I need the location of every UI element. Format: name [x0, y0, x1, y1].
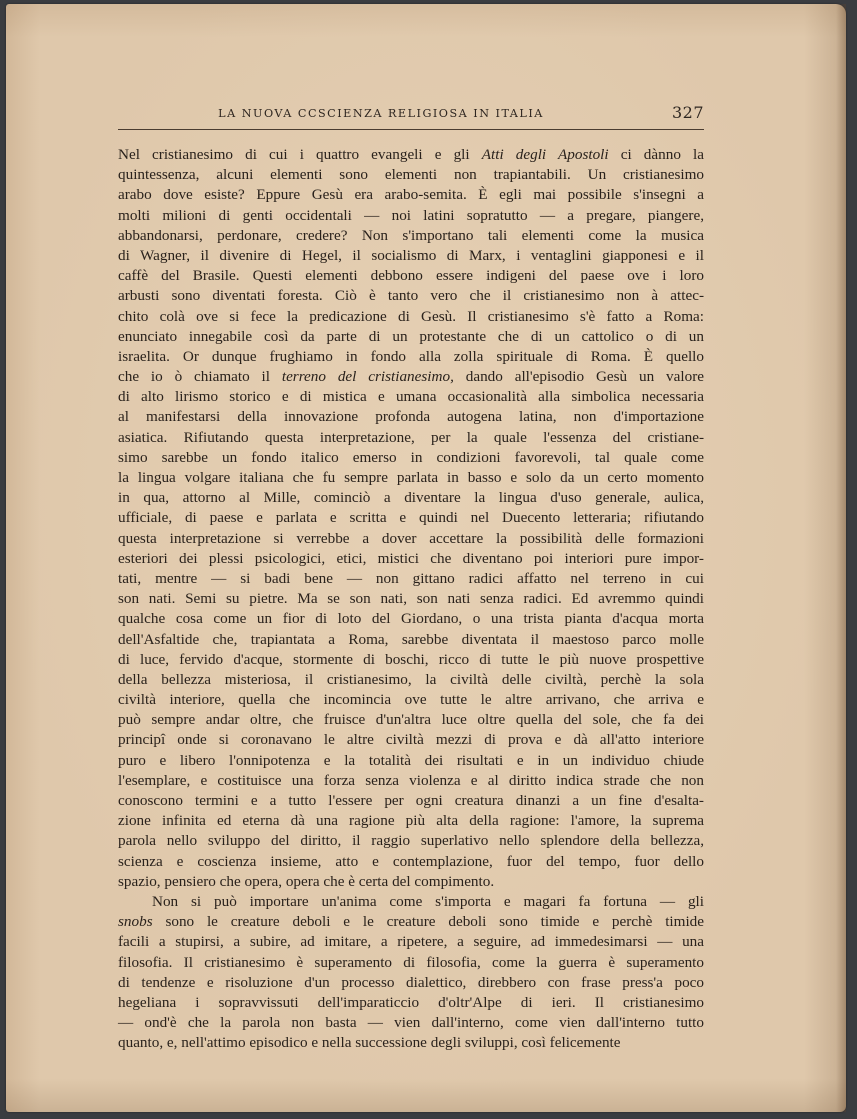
line-segment: quanto, e, nell'attimo episodico e nella successione degli sviluppi, così felicemente [118, 1034, 621, 1052]
line-segment: ci dànno la [608, 146, 704, 163]
text-line [118, 206, 704, 226]
line-segment: dando all'episodio Gesù un valore [453, 368, 704, 386]
line-segment: parola nello sviluppo del diritto, il raggio superlativo nello splendore della bellezza, [118, 832, 704, 850]
text-line [118, 488, 704, 508]
line-segment: hegeliana i sopravvissuti dell'imparaticcio d'oltr'Alpe di ieri. Il cristianesimo [118, 993, 704, 1011]
line-segment: può sempre andar oltre, che fruisce d'un'altra luce oltre quella del sole, che fa dei [118, 711, 704, 729]
line-segment: puro e libero l'onnipotenza e la totalità dei risultati e in un individuo chiude [118, 751, 704, 769]
running-title: LA NUOVA CCSCIENZA RELIGIOSA IN ITALIA [218, 107, 544, 120]
line-segment: di tendenze e risoluzione d'un processo dialettico, direbbero con frase press'a poco [118, 973, 704, 991]
line-segment: spazio, pensiero che opera, opera che è certa del compimento. [118, 872, 495, 890]
line-segment: facili a stupirsi, a subire, ad imitare, a ripetere, a seguire, ad immedesimarsi — una [118, 933, 704, 951]
text-line [118, 407, 704, 427]
text-line [118, 932, 704, 952]
text-line [118, 953, 704, 973]
text-line [118, 246, 704, 266]
text-line [118, 730, 704, 750]
line-segment: zione infinita ed eterna dà una ragione più alta della ragione: l'amore, la suprema [118, 812, 704, 830]
text-line [118, 347, 704, 367]
text-line [118, 650, 704, 670]
line-segment: molti milioni di genti occidentali — noi latini sopratutto — a pregare, piangere, [118, 206, 704, 224]
line-segment: quintessenza, alcuni elementi sono elementi non trapiantabili. Un cristianesimo [118, 166, 704, 184]
text-line [118, 266, 704, 286]
text-line [118, 1033, 704, 1053]
line-segment: civiltà interiore, quella che incomincia ove tutte le altre arrivano, che arriva e [118, 691, 704, 709]
text-line [118, 993, 704, 1013]
text-line [118, 811, 704, 831]
line-segment: della bellezza misteriosa, il cristianesimo, la civiltà delle civiltà, perchè la sola [118, 670, 704, 688]
text-line [118, 609, 704, 629]
text-line [118, 387, 704, 407]
line-segment: qualche cosa come un fior di loto del Giordano, o una trista pianta d'acqua morta [118, 610, 704, 628]
text-line [118, 831, 704, 851]
line-segment: arabo dove esiste? Eppure Gesù era arabo-semita. È egli mai possibile s'insegni a [118, 186, 704, 204]
line-segment: Nel cristianesimo di cui i quattro evangeli e gli [118, 146, 482, 163]
line-segment: — ond'è che la parola non basta — vien dall'interno, come vien dall'interno tutto [118, 1014, 704, 1032]
line-segment: in qua, attorno al Mille, cominciò a diventare la lingua d'uso generale, aulica, [118, 489, 704, 507]
italic-phrase: snobs [118, 913, 153, 931]
line-segment: Non si può importare un'anima come s'importa e magari fa fortuna — gli [152, 892, 704, 910]
text-line [118, 529, 704, 549]
line-segment: dell'Asfaltide che, trapiantata a Roma, sarebbe diventata il maestoso parco molle [118, 630, 704, 648]
running-header [118, 99, 704, 130]
line-segment: tati, mentre — si badi bene — non gittano radici affatto nel terreno in cui [118, 569, 704, 587]
text-line [118, 690, 704, 710]
line-segment: chito colà ove si fece la predicazione di Gesù. Il cristianesimo s'è fatto a Roma: [118, 307, 704, 325]
line-segment: filosofia. Il cristianesimo è superamento di filosofia, come la guerra è superamento [118, 953, 704, 971]
line-segment: di luce, fervido d'acque, stormente di boschi, ricco di tutte le più nuove prospettive [118, 650, 704, 668]
text-line [118, 912, 704, 932]
text-line [118, 872, 704, 892]
text-line [118, 307, 704, 327]
line-segment: abbandonarsi, perdonare, credere? Non s'importano tali elementi come la musica [118, 226, 704, 244]
text-line [118, 549, 704, 569]
line-segment: arbusti sono diventati foresta. Ciò è tanto vero che il cristianesimo non à attec- [118, 287, 704, 305]
line-segment: simo sarebbe un fondo italico emerso in condizioni favorevoli, tal quale come [118, 448, 704, 466]
line-segment: la lingua volgare italiana che fu sempre parlata in basso e solo da un certo momento [118, 469, 704, 486]
line-segment: asiatica. Rifiutando questa interpretazione, per la quale l'essenza del cristiane- [118, 428, 704, 446]
text-line [118, 327, 704, 347]
text-line [118, 1013, 704, 1033]
line-segment: che io ò chiamato il [118, 368, 282, 386]
book-page [6, 4, 846, 1112]
line-segment: al manifestarsi della innovazione profonda autogena latina, non d'importazione [118, 408, 704, 426]
text-line [118, 973, 704, 993]
line-segment: questa interpretazione si verrebbe a dover accettare la possibilità delle formazioni [118, 529, 704, 547]
text-line [118, 892, 704, 912]
text-line [118, 286, 704, 306]
line-segment: principî onde si coronavano le altre civiltà mezzi di prova e dà all'atto interiore [118, 731, 704, 749]
text-line [118, 367, 704, 387]
page-number: 327 [671, 103, 704, 122]
line-segment: conoscono termini e a tutto l'essere per ogni creatura dinanzi a un fine d'esalta- [118, 792, 704, 809]
text-line [118, 771, 704, 791]
text-line [118, 448, 704, 468]
line-segment: scienza e coscienza insieme, atto e contemplazione, fuor del tempo, fuor dello [118, 852, 704, 870]
line-segment: di Wagner, il divenire di Hegel, il socialismo di Marx, i ventaglini giapponesi e il [118, 246, 704, 264]
line-segment: son nati. Semi su pietre. Ma se son nati, son nati senza radici. Ed avremmo quindi [118, 590, 704, 608]
line-segment: l'esemplare, e costituisce una forza senza violenza e al diritto indica strade che non [118, 771, 704, 789]
text-line [118, 468, 704, 488]
text-line [118, 226, 704, 246]
text-line [118, 630, 704, 650]
text-line [118, 710, 704, 730]
line-segment: sono le creature deboli e le creature deboli sono timide e perchè timide [152, 913, 704, 931]
italic-phrase: terreno del cristianesimo, [281, 368, 454, 386]
line-segment: caffè del Brasile. Questi elementi debbono essere indigeni del paese ove i loro [118, 267, 704, 285]
text-line [118, 165, 704, 185]
line-segment: enunciato innegabile così da parte di un protestante che di un cattolico o di un [118, 327, 704, 345]
line-segment: di alto lirismo storico e di mistica e umana occasionalità alla simbolica necessaria [118, 388, 704, 406]
text-line [118, 751, 704, 771]
text-line [118, 145, 704, 165]
line-segment: israelita. Or dunque frughiamo in fondo alla zolla spirituale di Roma. È quello [118, 347, 704, 365]
text-line [118, 791, 704, 811]
text-line [118, 569, 704, 589]
line-segment: ufficiale, di paese e parlata e scritta e quindi nel Duecento letteraria; rifiutando [118, 509, 704, 527]
text-line [118, 428, 704, 448]
body-text [118, 145, 704, 1053]
text-line [118, 589, 704, 609]
text-line [118, 508, 704, 528]
text-line [118, 185, 704, 205]
italic-phrase: Atti degli Apostoli [481, 146, 609, 163]
page-edge-shadow [836, 4, 846, 1112]
line-segment: esteriori dei plessi psicologici, etici, mistici che diventano poi interiori pure impor- [118, 549, 704, 567]
text-line [118, 670, 704, 690]
text-line [118, 852, 704, 872]
